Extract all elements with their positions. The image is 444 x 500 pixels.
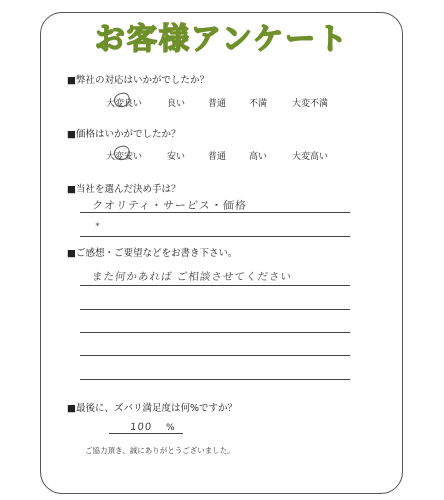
q1-option-good[interactable]: 良い [167,99,186,109]
q2-option-very-expensive[interactable]: 大変高い [292,152,329,162]
question-3-label: ■当社を選んだ決め手は？ [67,184,181,195]
q3-answer-line-2 [80,236,350,237]
q3-handwritten-answer: クオリティ・サービス・価格 [91,199,248,212]
q4-answer-line-2 [80,309,350,310]
q2-option-very-cheap[interactable]: 大変安い [106,152,143,162]
q3-handwritten-mark: * [94,222,102,232]
q1-option-unsatisfied[interactable]: 不満 [249,99,268,109]
survey-title: お客様アンケート [94,22,350,57]
q2-option-cheap[interactable]: 安い [167,152,186,162]
q4-answer-line-4 [80,355,350,356]
question-2-label: ■価格はいかがでしたか？ [67,129,181,140]
q2-option-expensive[interactable]: 高い [249,152,268,162]
q2-option-normal[interactable]: 普通 [208,152,227,162]
q1-option-very-unsatisfied[interactable]: 大変不満 [292,99,329,109]
q5-answer-line [109,433,183,434]
q3-answer-line-1 [80,212,350,213]
question-5-label: ■最後に、ズバリ満足度は何%ですか？ [67,403,238,414]
q4-answer-line-3 [80,332,350,333]
q5-percent-unit: % [166,423,175,433]
q5-handwritten-answer: 100 [129,422,153,433]
q1-option-very-good[interactable]: 大変良い [106,99,143,109]
q1-option-normal[interactable]: 普通 [208,99,227,109]
q4-answer-line-1 [80,285,350,286]
question-1-label: ■弊社の対応はいかがでしたか？ [67,75,209,86]
q4-handwritten-answer: また何かあれば ご相談させてください [91,271,293,283]
q4-answer-line-5 [80,379,350,380]
question-4-label: ■ご感想・ご要望などをお書き下さい。 [67,248,238,259]
footer-thanks: ご協力頂き、誠にありがとうございました。 [85,446,235,455]
